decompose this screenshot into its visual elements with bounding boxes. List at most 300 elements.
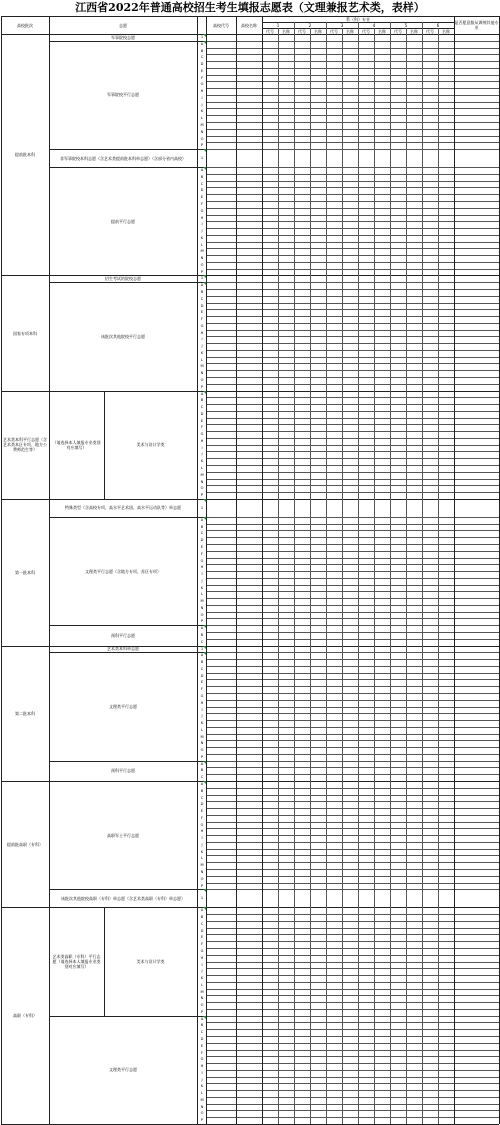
major-column-line <box>374 28 375 1124</box>
row-letter: C <box>200 775 204 780</box>
row-letter: J <box>201 1077 203 1082</box>
entry-row-line <box>206 187 499 188</box>
entry-row-line <box>206 377 499 378</box>
entry-row-line <box>206 215 499 216</box>
header-major-name: 名称 <box>346 28 354 34</box>
row-letter: A <box>200 908 204 913</box>
row-letter: B <box>200 48 204 53</box>
entry-row-line <box>206 571 499 572</box>
entry-row-line <box>206 1083 499 1084</box>
entry-row-line <box>206 472 499 473</box>
row-letter: L <box>200 1091 203 1096</box>
entry-row-line <box>206 591 499 592</box>
row-letter: F <box>200 75 204 80</box>
entry-row-line <box>206 659 499 660</box>
volunteer-label: 艺术类本科单志愿 <box>107 646 139 652</box>
header-batch: 高校批次 <box>17 22 33 28</box>
entry-row-line <box>206 1117 499 1118</box>
row-letter: B <box>200 768 204 773</box>
row-letter: H <box>200 955 204 960</box>
row-letter: N <box>200 371 204 376</box>
header-major-name: 名称 <box>410 28 418 34</box>
row-letter: F <box>200 687 204 692</box>
row-letter: L <box>200 727 203 732</box>
entry-row-line <box>206 248 499 249</box>
entry-row-line <box>206 492 499 493</box>
row-letter: B <box>200 788 204 793</box>
entry-row-line <box>206 612 499 613</box>
entry-row-line <box>206 122 499 123</box>
row-letter: I <box>201 572 203 577</box>
row-letter: A <box>200 168 204 173</box>
row-letter: O <box>200 1003 204 1008</box>
row-letter: N <box>200 741 204 746</box>
entry-row-line <box>206 914 499 915</box>
row-letter: O <box>200 1111 204 1116</box>
row-letter: L <box>200 357 203 362</box>
entry-row-line <box>206 181 499 182</box>
entry-row-line <box>206 1070 499 1071</box>
entry-row-line <box>206 61 499 62</box>
row-letter: C <box>200 405 204 410</box>
row-letter: P <box>200 143 204 148</box>
header-major-name: 名称 <box>442 28 450 34</box>
entry-row-line <box>206 1009 499 1010</box>
column-line <box>262 16 263 1124</box>
row-letter: K <box>200 1084 204 1089</box>
row-letter: D <box>200 538 204 543</box>
header-major-number: 2 <box>308 22 312 28</box>
entry-row-line <box>206 747 499 748</box>
entry-row-line <box>206 1077 499 1078</box>
row-letter: B <box>200 660 204 665</box>
entry-row-line <box>206 323 499 324</box>
entry-row-line <box>206 734 499 735</box>
entry-row-line <box>206 255 499 256</box>
entry-row-line <box>206 693 499 694</box>
row-letter: 1 <box>200 895 204 900</box>
volunteer-sublabel: 美术与设计学类 <box>136 959 165 964</box>
entry-row-line <box>206 754 499 755</box>
entry-row-line <box>206 564 499 565</box>
entry-row-line <box>206 727 499 728</box>
entry-row-line <box>206 1029 499 1030</box>
row-letter: C <box>200 181 204 186</box>
header-name: 高校名称 <box>241 22 257 28</box>
volunteer-label: 预科平行志愿 <box>111 768 135 774</box>
entry-row-line <box>206 801 499 802</box>
row-letter: N <box>200 1104 204 1109</box>
header-major-code: 代号 <box>362 28 370 34</box>
row-letter: M <box>200 734 204 739</box>
entry-row-line <box>206 673 499 674</box>
entry-row-line <box>206 115 499 116</box>
row-letter: M <box>200 123 204 127</box>
column-line <box>197 16 198 1124</box>
form-title: 江西省2022年普通高校招生考生填报志愿表（文理兼报艺术类，表样） <box>75 1 425 14</box>
volunteer-label: 预科平行志愿 <box>111 632 135 638</box>
row-letter: G <box>200 948 204 953</box>
entry-row-line <box>206 81 499 82</box>
row-letter: L <box>200 592 203 597</box>
row-letter: C <box>200 296 204 301</box>
row-letter: G <box>200 208 204 213</box>
row-letter: 1 <box>200 155 204 160</box>
entry-row-line <box>206 558 499 559</box>
entry-row-line <box>206 524 499 525</box>
batch-label: 艺术类本科平行志愿（含艺术类本区专项、地方公费师范生等） <box>3 437 47 453</box>
entry-row-line <box>206 68 499 69</box>
entry-row-line <box>206 343 499 344</box>
row-letter: K <box>200 585 204 590</box>
entry-row-line <box>206 869 499 870</box>
entry-row-line <box>206 948 499 949</box>
volunteer-label: 招生考试的院校志愿 <box>105 276 141 282</box>
entry-row-line <box>206 578 499 579</box>
entry-row-line <box>206 666 499 667</box>
entry-row-line <box>206 235 499 236</box>
entry-row-line <box>206 934 499 935</box>
row-letter: I <box>201 836 203 841</box>
major-column-line <box>326 22 327 1124</box>
header-major-group: 系（科）专业 <box>346 16 370 22</box>
row-letter: C <box>200 666 204 671</box>
volunteer-divider <box>104 391 105 499</box>
row-letter: E <box>200 68 204 73</box>
entry-row-line <box>206 309 499 310</box>
header-major-number: 4 <box>372 22 376 28</box>
entry-row-line <box>206 397 499 398</box>
major-column-line <box>438 28 439 1124</box>
entry-row-line <box>206 921 499 922</box>
entry-row-line <box>206 720 499 721</box>
row-letter: I <box>201 1070 203 1075</box>
row-letter: L <box>200 982 203 987</box>
row-letter: M <box>200 472 204 477</box>
row-letter: F <box>200 942 204 947</box>
row-letter: H <box>200 438 204 443</box>
header-top-line <box>1 16 499 17</box>
entry-row-line <box>206 530 499 531</box>
row-letter: F <box>200 425 204 430</box>
entry-row-line <box>206 262 499 263</box>
row-letter: D <box>200 1036 204 1041</box>
row-letter: E <box>200 310 204 315</box>
entry-row-line <box>206 975 499 976</box>
row-letter: E <box>200 680 204 685</box>
row-letter: K <box>200 849 204 854</box>
row-letter: A <box>200 283 204 288</box>
entry-row-line <box>206 1097 499 1098</box>
row-letter: E <box>200 545 204 550</box>
row-letter: J <box>201 102 203 107</box>
entry-row-line <box>206 795 499 796</box>
entry-row-line <box>206 485 499 486</box>
row-letter: B <box>200 915 204 920</box>
row-letter: K <box>200 976 204 981</box>
row-letter: A <box>200 41 204 46</box>
row-letter: H <box>200 700 204 705</box>
row-letter: O <box>200 262 204 267</box>
entry-row-line <box>206 1043 499 1044</box>
entry-row-line <box>206 808 499 809</box>
column-line <box>454 16 455 1124</box>
row-letter: N <box>200 256 204 261</box>
entry-row-line <box>206 605 499 606</box>
volunteer-label: 提前平行志愿 <box>111 218 135 224</box>
row-letter: M <box>200 364 204 369</box>
row-letter: A <box>200 761 204 766</box>
row-letter: H <box>200 1064 204 1069</box>
row-letter: A <box>200 1016 204 1021</box>
entry-row-line <box>206 551 499 552</box>
row-letter: C <box>200 639 204 644</box>
entry-row-line <box>206 968 499 969</box>
row-letter: L <box>200 856 203 861</box>
row-letter: K <box>200 350 204 355</box>
row-letter: B <box>200 1023 204 1028</box>
row-letter: L <box>200 466 203 471</box>
volunteer-label: 文理类平行志愿（含地方专项、苏区专项） <box>85 568 161 574</box>
row-letter: H <box>200 215 204 220</box>
row-letter: O <box>200 612 204 617</box>
entry-row-line <box>206 363 499 364</box>
row-letter: E <box>200 418 204 423</box>
entry-row-line <box>206 201 499 202</box>
entry-row-line <box>206 822 499 823</box>
entry-row-line <box>206 102 499 103</box>
entry-row-line <box>206 862 499 863</box>
row-letter: P <box>200 619 204 624</box>
row-letter: A <box>200 626 204 631</box>
entry-row-line <box>206 632 499 633</box>
row-letter: B <box>200 524 204 529</box>
row-letter: C <box>200 531 204 536</box>
header-major-number: 3 <box>340 22 344 28</box>
entry-row-line <box>206 1110 499 1111</box>
entry-row-line <box>206 465 499 466</box>
header-major-name: 名称 <box>282 28 290 34</box>
entry-row-line <box>206 544 499 545</box>
entry-row-line <box>206 889 499 890</box>
entry-row-line <box>206 740 499 741</box>
row-letter: P <box>200 493 204 498</box>
entry-row-line <box>206 849 499 850</box>
row-letter: D <box>200 673 204 678</box>
header-major-code: 代号 <box>394 28 402 34</box>
entry-row-line <box>206 142 499 143</box>
entry-row-line <box>206 242 499 243</box>
entry-row-line <box>206 1104 499 1105</box>
major-column-line <box>422 22 423 1124</box>
entry-row-line <box>206 316 499 317</box>
entry-row-line <box>206 54 499 55</box>
entry-row-line <box>206 418 499 419</box>
row-letter: P <box>200 1009 204 1014</box>
row-letter: P <box>200 754 204 759</box>
entry-row-line <box>206 350 499 351</box>
row-letter: A <box>200 517 204 522</box>
entry-row-line <box>206 370 499 371</box>
entry-row-line <box>206 652 499 653</box>
row-letter: H <box>200 829 204 834</box>
entry-row-line <box>206 129 499 130</box>
row-letter: P <box>200 384 204 389</box>
row-letter: J <box>201 578 203 583</box>
entry-row-line <box>206 48 499 49</box>
entry-row-line <box>206 411 499 412</box>
row-letter: D <box>200 928 204 933</box>
header-volunteer: 志愿 <box>119 22 127 28</box>
major-column-line <box>358 22 359 1124</box>
row-letter: M <box>200 863 204 868</box>
row-letter: I <box>201 337 203 342</box>
column-line <box>49 16 50 1124</box>
row-letter: L <box>200 116 203 121</box>
entry-row-line <box>206 289 499 290</box>
row-letter: G <box>200 1057 204 1062</box>
row-letter: J <box>201 969 203 974</box>
row-letter: H <box>200 89 204 94</box>
row-letter: J <box>201 344 203 349</box>
entry-row-line <box>206 941 499 942</box>
column-line <box>206 16 207 1124</box>
volunteer-label: 该批次其他院校高职（专科）单志愿（含艺术类高职（专科）单志愿） <box>61 895 185 901</box>
row-letter: O <box>200 136 204 141</box>
batch-label: 提前批本科 <box>15 152 35 158</box>
row-letter: B <box>200 174 204 179</box>
header-major-code: 代号 <box>330 28 338 34</box>
row-letter: M <box>200 249 204 254</box>
entry-row-line <box>206 1050 499 1051</box>
entry-row-line <box>206 208 499 209</box>
entry-row-line <box>206 955 499 956</box>
major-column-line <box>406 28 407 1124</box>
entry-row-line <box>206 194 499 195</box>
row-letter: I <box>201 445 203 450</box>
row-letter: B <box>200 398 204 403</box>
header-code: 高校代号 <box>213 22 229 28</box>
entry-row-line <box>206 995 499 996</box>
entry-row-line <box>206 41 499 42</box>
major-column-line <box>278 28 279 1124</box>
column-line <box>236 16 237 1124</box>
row-letter: M <box>200 989 204 994</box>
row-letter: I <box>201 95 203 100</box>
entry-row-line <box>206 431 499 432</box>
entry-row-line <box>206 928 499 929</box>
row-letter: 1 <box>200 35 204 39</box>
row-letter: K <box>200 459 204 464</box>
row-letter: E <box>200 935 204 940</box>
row-letter: 1 <box>200 505 204 510</box>
batch-label: 国家专项本科 <box>13 330 37 336</box>
batch-label: 第一批本科 <box>15 569 35 575</box>
row-letter: G <box>200 82 204 87</box>
entry-row-line <box>206 982 499 983</box>
entry-row-line <box>206 384 499 385</box>
entry-row-line <box>206 842 499 843</box>
row-letter: B <box>200 290 204 294</box>
volunteer-divider <box>104 907 105 1015</box>
entry-row-line <box>206 713 499 714</box>
entry-row-line <box>206 618 499 619</box>
row-letter: F <box>200 201 204 206</box>
entry-row-line <box>206 639 499 640</box>
entry-row-line <box>206 1022 499 1023</box>
volunteer-sublabel: 美术与设计学类 <box>136 442 165 448</box>
entry-row-line <box>206 174 499 175</box>
entry-row-line <box>206 876 499 877</box>
entry-row-line <box>206 458 499 459</box>
row-letter: B <box>200 633 204 638</box>
row-letter: I <box>201 222 203 227</box>
entry-row-line <box>206 296 499 297</box>
entry-row-line <box>206 108 499 109</box>
row-letter: L <box>200 242 203 247</box>
row-letter: F <box>200 551 204 556</box>
row-letter: G <box>200 558 204 563</box>
row-letter: I <box>201 707 203 712</box>
entry-row-line <box>206 815 499 816</box>
row-letter: M <box>200 1097 204 1102</box>
entry-row-line <box>206 330 499 331</box>
row-letter: G <box>200 323 204 328</box>
row-letter: D <box>200 62 204 67</box>
header-obey: 是否愿意服从调剂其他专业 <box>454 20 499 30</box>
row-letter: O <box>200 378 204 383</box>
major-column-line <box>342 28 343 1124</box>
entry-row-line <box>206 788 499 789</box>
entry-row-line <box>206 445 499 446</box>
entry-row-line <box>206 88 499 89</box>
row-letter: O <box>200 876 204 881</box>
volunteer-label: 高职军士平行志愿 <box>107 832 139 838</box>
entry-row-line <box>206 585 499 586</box>
row-letter: C <box>200 795 204 800</box>
major-column-line <box>294 22 295 1124</box>
header-major-number: 1 <box>276 22 280 28</box>
row-letter: N <box>200 869 204 874</box>
entry-row-line <box>206 1063 499 1064</box>
entry-row-line <box>206 1090 499 1091</box>
volunteer-label: 艺术类高职（专科）平行志愿（请选择本人填报专业类别对应填写） <box>52 954 101 969</box>
row-letter: O <box>200 748 204 753</box>
major-column-line <box>310 28 311 1124</box>
batch-label: 第二批本科 <box>15 710 35 716</box>
row-letter: D <box>200 411 204 416</box>
row-letter: D <box>200 188 204 193</box>
entry-row-line <box>206 774 499 775</box>
row-letter: N <box>200 605 204 610</box>
volunteer-label: 军事院校平行志愿 <box>107 92 139 98</box>
entry-row-line <box>206 828 499 829</box>
row-letter: O <box>200 486 204 491</box>
entry-row-line <box>206 1002 499 1003</box>
row-letter: F <box>200 815 204 820</box>
row-letter: N <box>200 479 204 484</box>
entry-row-line <box>206 282 499 283</box>
entry-row-line <box>206 357 499 358</box>
row-letter: P <box>200 883 204 888</box>
entry-row-line <box>206 761 499 762</box>
entry-row-line <box>206 835 499 836</box>
row-letter: P <box>200 269 204 274</box>
entry-row-line <box>206 336 499 337</box>
entry-row-line <box>206 479 499 480</box>
row-letter: H <box>200 330 204 335</box>
row-letter: 1 <box>200 646 204 651</box>
